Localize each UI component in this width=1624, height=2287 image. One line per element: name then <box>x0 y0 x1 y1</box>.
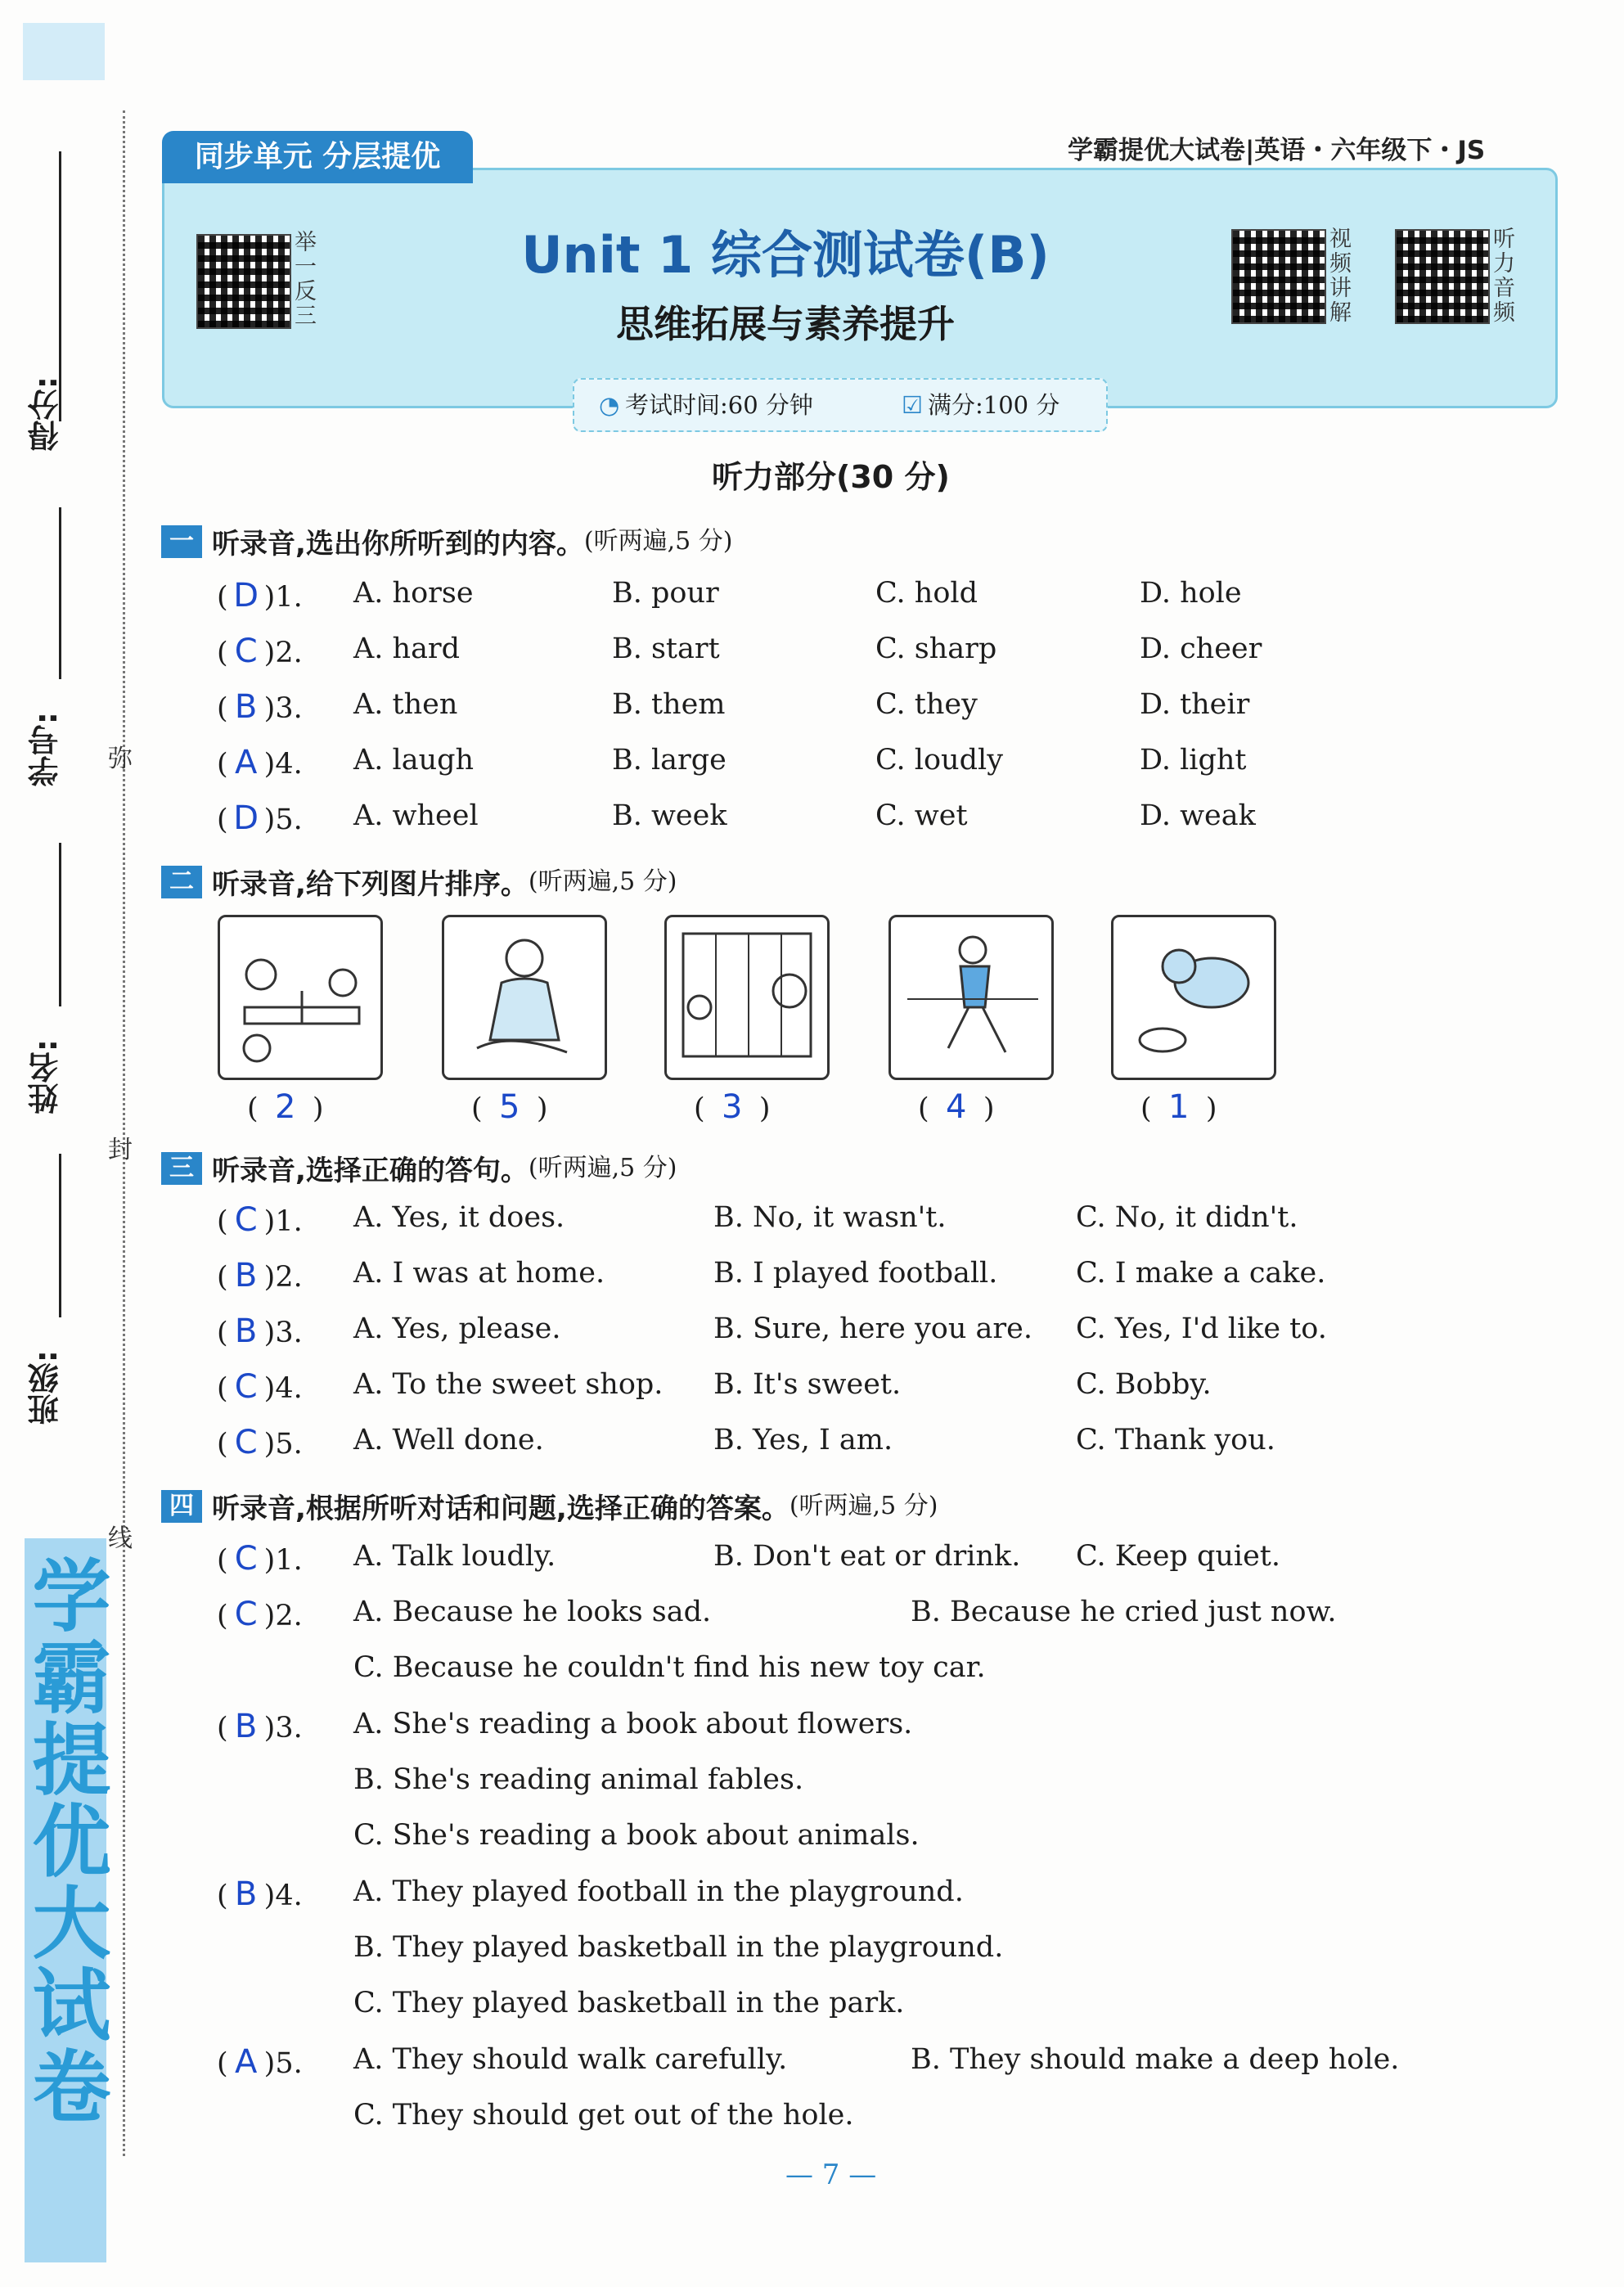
option-b[interactable]: B. It's sweet. <box>713 1368 902 1401</box>
section-note: (听两遍,5 分) <box>528 867 677 896</box>
exam-info <box>573 378 1108 432</box>
option-c[interactable]: C. they <box>875 688 978 721</box>
question-row: ( A )5. <box>217 2043 303 2081</box>
clock-icon: ◔ <box>599 391 620 419</box>
option-c[interactable]: C. Because he couldn't find his new toy car. <box>353 1651 986 1684</box>
check-icon: ☑ <box>902 391 923 419</box>
section-3-heading <box>161 1147 677 1188</box>
option-b[interactable]: B. I played football. <box>713 1257 998 1290</box>
option-b[interactable]: B. them <box>612 688 726 721</box>
picture-answer: ( 5 ) <box>471 1088 548 1126</box>
option-c[interactable]: C. Yes, I'd like to. <box>1076 1312 1327 1345</box>
book-info: 学霸提优大试卷|英语・六年级下・JS <box>1068 136 1486 165</box>
class-line <box>59 1154 61 1317</box>
option-a[interactable]: A. Talk loudly. <box>353 1540 556 1573</box>
section-note: (听两遍,5 分) <box>583 527 733 556</box>
question-number: 1. <box>275 581 303 614</box>
answer-mark[interactable]: 4 <box>946 1088 967 1126</box>
question-number: 3. <box>275 1317 303 1349</box>
question-number: 5. <box>275 1428 303 1461</box>
option-a[interactable]: A. To the sweet shop. <box>353 1368 664 1401</box>
question-row: ( D )5. <box>217 799 303 837</box>
picture-answer: ( 3 ) <box>694 1088 771 1126</box>
tiger-and-rabbit-picture <box>1111 915 1276 1080</box>
option-a[interactable]: A. hard <box>353 633 461 665</box>
question-row: ( B )3. <box>217 1312 303 1350</box>
question-row: ( C )4. <box>217 1368 303 1406</box>
answer-mark[interactable]: A <box>234 744 258 781</box>
option-d[interactable]: D. cheer <box>1140 633 1262 665</box>
option-b[interactable]: B. Because he cried just now. <box>911 1596 1337 1628</box>
option-a[interactable]: A. She's reading a book about flowers. <box>353 1708 913 1740</box>
option-b[interactable]: B. Sure, here you are. <box>713 1312 1032 1345</box>
option-c[interactable]: C. Keep quiet. <box>1076 1540 1280 1573</box>
question-row: ( C )2. <box>217 1596 303 1633</box>
answer-mark[interactable]: C <box>234 1540 258 1578</box>
answer-mark[interactable]: D <box>233 799 259 837</box>
question-number: 2. <box>275 1600 303 1632</box>
seal-char-feng: 封 <box>108 1136 133 1164</box>
option-a[interactable]: A. Well done. <box>353 1424 544 1456</box>
option-a[interactable]: A. They played football in the playground. <box>353 1875 964 1908</box>
section-number: 二 <box>161 866 202 898</box>
option-c[interactable]: C. Thank you. <box>1076 1424 1275 1456</box>
question-row: ( B )3. <box>217 688 303 726</box>
picture-answer: ( 4 ) <box>918 1088 995 1126</box>
student-id-label: 学号: <box>28 712 64 787</box>
question-row: ( D )1. <box>217 577 303 615</box>
question-number: 2. <box>275 1261 303 1294</box>
question-number: 1. <box>275 1544 303 1577</box>
answer-mark[interactable]: B <box>234 1875 258 1913</box>
option-c[interactable]: C. hold <box>875 577 978 610</box>
question-number: 4. <box>275 748 303 781</box>
question-number: 3. <box>275 692 303 725</box>
question-row: ( B )4. <box>217 1875 303 1913</box>
question-number: 5. <box>275 804 303 836</box>
option-b[interactable]: B. She's reading animal fables. <box>353 1763 804 1796</box>
answer-mark[interactable]: 2 <box>275 1088 296 1126</box>
question-row: ( A )4. <box>217 744 303 781</box>
question-row: ( B )3. <box>217 1708 303 1745</box>
page-title: Unit 1 综合测试卷(B) <box>521 225 1050 285</box>
option-a[interactable]: A. Yes, it does. <box>353 1201 565 1234</box>
page-subtitle: 思维拓展与素养提升 <box>616 302 955 346</box>
answer-mark[interactable]: D <box>233 577 259 615</box>
option-a[interactable]: A. I was at home. <box>353 1257 605 1290</box>
answer-mark[interactable]: B <box>234 1312 258 1350</box>
section-2-heading <box>161 861 677 902</box>
option-a[interactable]: A. They should walk carefully. <box>353 2043 788 2076</box>
option-c[interactable]: C. sharp <box>875 633 997 665</box>
question-number: 2. <box>275 637 303 669</box>
option-a[interactable]: A. then <box>353 688 458 721</box>
option-c[interactable]: C. loudly <box>875 744 1003 777</box>
section-number: 三 <box>161 1152 202 1185</box>
boy-running-picture <box>888 915 1054 1080</box>
option-a[interactable]: A. Because he looks sad. <box>353 1596 712 1628</box>
option-c[interactable]: C. They should get out of the hole. <box>353 2099 854 2132</box>
section-instruction: 听录音,选择正确的答句。 <box>212 1155 529 1187</box>
option-b[interactable]: B. They should make a deep hole. <box>911 2043 1400 2076</box>
option-c[interactable]: C. No, it didn't. <box>1076 1201 1298 1234</box>
answer-mark[interactable]: C <box>234 1596 258 1633</box>
seal-char-xian: 线 <box>108 1524 133 1553</box>
listening-part-title: 听力部分(30 分) <box>712 459 950 495</box>
girl-sitting-picture <box>442 915 607 1080</box>
option-a[interactable]: A. laugh <box>353 744 475 777</box>
option-b[interactable]: B. Don't eat or drink. <box>713 1540 1021 1573</box>
option-c[interactable]: C. Bobby. <box>1076 1368 1212 1401</box>
picture-answer: ( 2 ) <box>247 1088 324 1126</box>
question-row: ( C )1. <box>217 1201 303 1239</box>
animals-table-tennis-picture <box>218 915 383 1080</box>
section-instruction: 听录音,选出你所听到的内容。 <box>212 528 584 560</box>
exam-score: 满分:100 分 <box>928 391 1060 419</box>
option-c[interactable]: C. I make a cake. <box>1076 1257 1326 1290</box>
answer-mark[interactable]: A <box>234 2043 258 2081</box>
qr-label-video: 视频讲解 <box>1329 227 1352 326</box>
question-row: ( C )5. <box>217 1424 303 1461</box>
question-number: 4. <box>275 1372 303 1405</box>
name-line <box>59 843 61 1006</box>
option-a[interactable]: A. Yes, please. <box>353 1312 561 1345</box>
student-id-line <box>59 507 61 679</box>
answer-mark[interactable]: 1 <box>1168 1088 1190 1126</box>
option-d[interactable]: D. weak <box>1140 799 1256 832</box>
qr-code-icon[interactable] <box>1231 229 1326 324</box>
section-instruction: 听录音,给下列图片排序。 <box>212 868 529 901</box>
qr-label-audio: 听力音频 <box>1493 227 1515 326</box>
question-number: 4. <box>275 1880 303 1912</box>
corner-decoration <box>23 23 105 80</box>
brand-name: 学霸提优大试卷 <box>20 1555 111 2127</box>
section-number: 四 <box>161 1490 202 1523</box>
option-b[interactable]: B. start <box>612 633 720 665</box>
qr-code-icon[interactable] <box>196 234 291 329</box>
section-instruction: 听录音,根据所听对话和问题,选择正确的答案。 <box>212 1492 790 1525</box>
option-b[interactable]: B. large <box>612 744 727 777</box>
page-number: — 7 — <box>785 2159 877 2191</box>
qr-label-practice: 举一反三 <box>295 230 317 329</box>
option-a[interactable]: A. wheel <box>353 799 479 832</box>
section-1-heading <box>161 520 733 561</box>
section-4-heading <box>161 1485 938 1526</box>
question-number: 5. <box>275 2047 303 2080</box>
answer-mark[interactable]: B <box>234 688 258 726</box>
answer-mark[interactable]: C <box>234 1368 258 1406</box>
score-label: 得分: <box>28 376 64 452</box>
question-row: ( C )1. <box>217 1540 303 1578</box>
answer-mark[interactable]: C <box>234 1424 258 1461</box>
option-b[interactable]: B. No, it wasn't. <box>713 1201 947 1234</box>
qr-code-icon[interactable] <box>1395 229 1490 324</box>
option-c[interactable]: C. She's reading a book about animals. <box>353 1819 920 1852</box>
kids-at-zoo-picture <box>664 915 830 1080</box>
option-b[interactable]: B. pour <box>612 577 719 610</box>
section-number: 一 <box>161 525 202 558</box>
option-d[interactable]: D. light <box>1140 744 1247 777</box>
option-c[interactable]: C. wet <box>875 799 968 832</box>
name-label: 姓名: <box>28 1039 64 1114</box>
option-b[interactable]: B. They played basketball in the playground. <box>353 1931 1004 1964</box>
question-number: 3. <box>275 1712 303 1745</box>
answer-mark[interactable]: 5 <box>499 1088 520 1126</box>
answer-mark[interactable]: C <box>234 633 258 670</box>
question-row: ( C )2. <box>217 633 303 670</box>
section-note: (听两遍,5 分) <box>528 1154 677 1182</box>
exam-time: 考试时间:60 分钟 <box>625 391 813 419</box>
picture-answer: ( 1 ) <box>1140 1088 1217 1126</box>
answer-mark[interactable]: B <box>234 1708 258 1745</box>
question-row: ( B )2. <box>217 1257 303 1294</box>
question-number: 1. <box>275 1205 303 1238</box>
answer-mark[interactable]: C <box>234 1201 258 1239</box>
series-tag: 同步单元 分层提优 <box>162 131 473 183</box>
answer-mark[interactable]: B <box>234 1257 258 1294</box>
option-a[interactable]: A. horse <box>353 577 474 610</box>
answer-mark[interactable]: 3 <box>722 1088 743 1126</box>
section-note: (听两遍,5 分) <box>789 1492 938 1520</box>
option-c[interactable]: C. They played basketball in the park. <box>353 1987 905 2019</box>
option-b[interactable]: B. week <box>612 799 727 832</box>
class-label: 班级: <box>28 1350 64 1425</box>
seal-char-mi: 弥 <box>108 745 133 773</box>
option-b[interactable]: B. Yes, I am. <box>713 1424 893 1456</box>
option-d[interactable]: D. hole <box>1140 577 1242 610</box>
option-d[interactable]: D. their <box>1140 688 1250 721</box>
